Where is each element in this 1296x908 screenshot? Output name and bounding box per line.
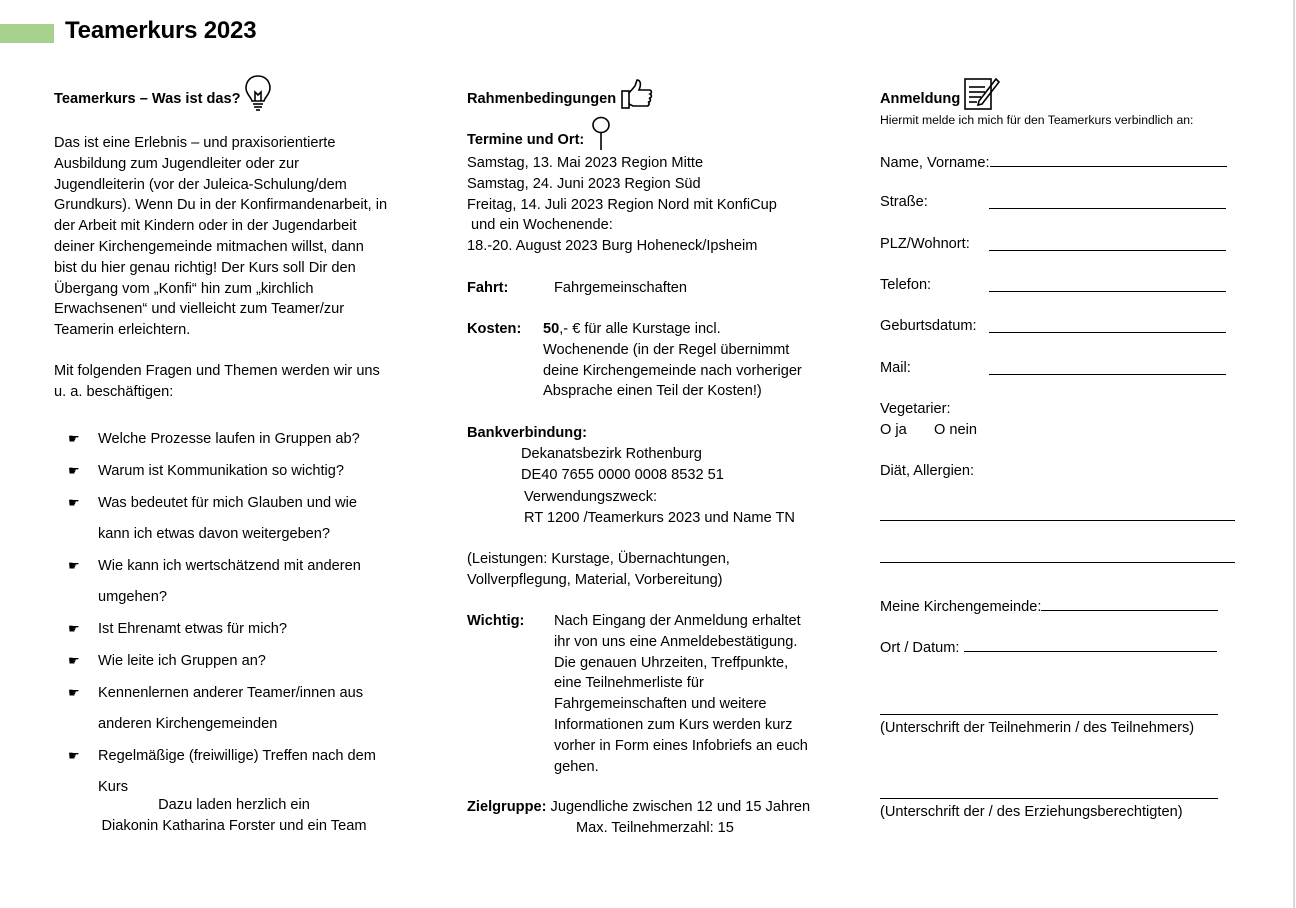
pointing-hand-icon: ☛: [68, 431, 80, 446]
pointing-hand-icon: ☛: [68, 558, 80, 573]
diaet-blank-1[interactable]: [880, 505, 1235, 521]
zielgruppe-label: Zielgruppe:: [467, 799, 547, 815]
intro-line: Jugendleiterin (vor der Juleica-Schulung/dem: [54, 176, 347, 193]
page-edge-divider: [1293, 0, 1295, 908]
gemeinde-label: Meine Kirchengemeinde:: [880, 599, 1042, 615]
kosten-line: Wochenende (in der Regel übernimmt: [543, 341, 790, 358]
bank-label: Bankverbindung:: [467, 425, 587, 441]
col1-heading: Teamerkurs – Was ist das?: [54, 91, 241, 107]
signature-line-participant[interactable]: [880, 699, 1218, 715]
topics-intro-line: u. a. beschäftigen:: [54, 383, 174, 400]
ort-datum-blank[interactable]: [964, 636, 1217, 652]
gemeinde-blank[interactable]: [1041, 595, 1218, 611]
list-item: ☛ Welche Prozesse laufen in Gruppen ab?: [68, 423, 376, 455]
kosten-first-line: 50,- € für alle Kurstage incl.: [543, 321, 721, 337]
list-item-continuation: kann ich etwas davon weitergeben?: [98, 526, 331, 542]
fahrt-label: Fahrt:: [467, 280, 509, 296]
col2-heading: Rahmenbedingungen: [467, 91, 617, 107]
wichtig-line: Informationen zum Kurs werden kurz: [554, 716, 793, 733]
wichtig-line: Die genauen Uhrzeiten, Treffpunkte,: [554, 654, 789, 671]
termine-item: Samstag, 13. Mai 2023 Region Mitte: [467, 155, 704, 171]
thumbs-up-icon: [620, 78, 654, 110]
diaet-label: Diät, Allergien:: [880, 463, 975, 479]
kosten-line: deine Kirchengemeinde nach vorheriger: [543, 362, 802, 379]
col3-heading: Anmeldung: [880, 91, 961, 107]
strasse-blank[interactable]: [989, 193, 1226, 209]
list-item: ☛ Wie kann ich wertschätzend mit anderen: [68, 550, 376, 582]
pointing-hand-icon: ☛: [68, 463, 80, 478]
plz-blank[interactable]: [989, 235, 1226, 251]
bank-name: Dekanatsbezirk Rothenburg: [521, 446, 702, 462]
leistungen: [467, 549, 730, 591]
ort-datum-field[interactable]: [880, 636, 1217, 659]
pointing-hand-icon: ☛: [68, 685, 80, 700]
termine-item: 18.-20. August 2023 Burg Hoheneck/Ipsheim: [467, 238, 758, 255]
signature-participant-caption: (Unterschrift der Teilnehmerin / des Teilnehmers): [880, 720, 1195, 736]
kosten-amount: 50: [543, 321, 560, 337]
col1-intro: [54, 133, 387, 341]
kosten-line: Absprache einen Teil der Kosten!): [543, 383, 762, 400]
wichtig-label: Wichtig:: [467, 613, 525, 629]
telefon-label: Telefon:: [880, 277, 932, 293]
page-title: Teamerkurs 2023: [65, 17, 257, 44]
bank-iban: DE40 7655 0000 0008 8532 51: [521, 467, 724, 483]
wichtig-line: Nach Eingang der Anmeldung erhaltet: [554, 613, 801, 629]
intro-line: Teamerin erleichtern.: [54, 322, 191, 339]
termine-item: Freitag, 14. Juli 2023 Region Nord mit KonfiCup: [467, 196, 777, 213]
intro-line: deiner Kirchengemeinde mitmachen willst, dann: [54, 238, 364, 255]
wichtig-line: ihr von uns eine Anmeldebestätigung.: [554, 633, 798, 650]
termine-item: und ein Wochenende:: [467, 217, 613, 234]
list-item: ☛ Wie leite ich Gruppen an?: [68, 645, 376, 677]
form-pencil-icon: [963, 75, 1001, 111]
pointing-hand-icon: ☛: [68, 621, 80, 636]
intro-line: Das ist eine Erlebnis – und praxisorientierte: [54, 135, 336, 151]
list-item: ☛ Warum ist Kommunikation so wichtig?: [68, 455, 376, 487]
kosten-text: [543, 319, 802, 402]
bank-purpose: RT 1200 /Teamerkurs 2023 und Name TN: [524, 510, 795, 526]
ort-datum-label: Ort / Datum:: [880, 640, 960, 656]
geburtsdatum-blank[interactable]: [989, 317, 1226, 333]
wichtig-line: eine Teilnehmerliste für: [554, 675, 704, 692]
anmeldung-subtitle: Hiermit melde ich mich für den Teamerkurs verbindlich an:: [880, 113, 1194, 127]
pointing-hand-icon: ☛: [68, 748, 80, 763]
vegetarier-yes[interactable]: O ja: [880, 422, 907, 438]
plz-label: PLZ/Wohnort:: [880, 236, 970, 252]
list-item-continuation: umgehen?: [98, 589, 167, 605]
closing-signature: Diakonin Katharina Forster und ein Team: [101, 818, 367, 834]
vegetarier-no[interactable]: O nein: [934, 422, 977, 438]
intro-line: Erwachsenen“ und vielleicht zum Teamer/zur: [54, 301, 345, 318]
termine-list: [467, 153, 777, 257]
lightbulb-icon: [244, 74, 272, 112]
termine-item: Samstag, 24. Juni 2023 Region Süd: [467, 175, 701, 192]
signature-line-guardian[interactable]: [880, 783, 1218, 799]
gemeinde-field[interactable]: [880, 595, 1218, 618]
intro-line: der Arbeit mit Kindern oder in der Jugendarbeit: [54, 218, 357, 235]
max-participants: Max. Teilnehmerzahl: 15: [576, 820, 734, 836]
wichtig-line: Fahrgemeinschaften und weitere: [554, 696, 767, 713]
wichtig-line: vorher in Form eines Infobriefs an euch: [554, 737, 808, 754]
zielgruppe: [467, 797, 810, 818]
intro-line: Ausbildung zum Jugendleiter oder zur: [54, 155, 299, 172]
zielgruppe-value: Jugendliche zwischen 12 und 15 Jahren: [550, 799, 811, 815]
topics-intro-line: Mit folgenden Fragen und Themen werden wir uns: [54, 363, 380, 379]
vegetarier-label: Vegetarier:: [880, 401, 951, 417]
bank-purpose-label: Verwendungszweck:: [524, 489, 658, 505]
wichtig-line: gehen.: [554, 758, 599, 775]
pointing-hand-icon: ☛: [68, 495, 80, 510]
signature-guardian-caption: (Unterschrift der / des Erziehungsberechtigten): [880, 804, 1183, 820]
name-blank[interactable]: [990, 151, 1227, 167]
list-item: ☛ Ist Ehrenamt etwas für mich?: [68, 613, 376, 645]
topic-list: [68, 423, 376, 803]
list-item-continuation: Kurs: [98, 779, 129, 795]
list-item: ☛ Regelmäßige (freiwillige) Treffen nach dem: [68, 740, 376, 772]
telefon-blank[interactable]: [989, 276, 1226, 292]
wichtig-text: [554, 611, 808, 777]
intro-line: bist du hier genau richtig! Der Kurs soll Dir den: [54, 259, 356, 276]
closing-line: Dazu laden herzlich ein: [158, 797, 310, 813]
topics-intro: [54, 361, 380, 403]
list-item-continuation: anderen Kirchengemeinden: [98, 716, 278, 732]
leistungen-line: Vollverpflegung, Material, Vorbereitung): [467, 571, 723, 588]
fahrt-value: Fahrgemeinschaften: [554, 280, 688, 296]
intro-line: Grundkurs). Wenn Du in der Konfirmandenarbeit, in: [54, 197, 388, 214]
mail-blank[interactable]: [989, 359, 1226, 375]
name-label: Name, Vorname:: [880, 155, 990, 171]
pointing-hand-icon: ☛: [68, 653, 80, 668]
mail-label: Mail:: [880, 360, 911, 376]
termine-label: Termine und Ort:: [467, 132, 585, 148]
name-field[interactable]: [880, 151, 1227, 174]
intro-line: Übergang vom „Konfi“ hin zum „kirchlich: [54, 280, 314, 297]
pin-icon: [591, 116, 611, 152]
kosten-label: Kosten:: [467, 321, 522, 337]
strasse-label: Straße:: [880, 194, 928, 210]
list-item: ☛ Was bedeutet für mich Glauben und wie: [68, 487, 376, 519]
geburtsdatum-label: Geburtsdatum:: [880, 318, 977, 334]
list-item: ☛ Kennenlernen anderer Teamer/innen aus: [68, 677, 376, 709]
diaet-blank-2[interactable]: [880, 547, 1235, 563]
title-accent-bar: [0, 24, 54, 43]
leistungen-line: (Leistungen: Kurstage, Übernachtungen,: [467, 551, 730, 567]
